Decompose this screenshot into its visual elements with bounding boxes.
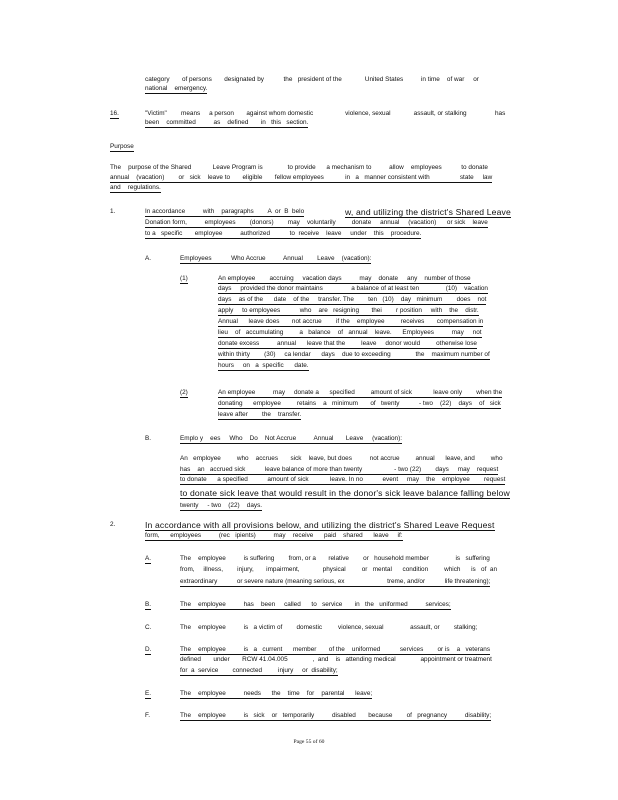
text-line: Purpose: [110, 143, 134, 150]
text-line: Annual leave does not accrue if the employee receives compensation in: [218, 318, 484, 325]
text-line: 2.: [110, 521, 116, 528]
text-line: The employee has been called to service in the uniformed services;: [180, 601, 451, 608]
text-line: The purpose of the Shared Leave Program is to provide a mechanism to allow employees to donate: [110, 164, 488, 171]
text-line: The employee is a victim of domestic violence, sexual assault, or stalking;: [180, 624, 478, 631]
text-line: to donate a specified amount of sick leave. In no event may the employee request: [180, 476, 506, 483]
emphasized-text-line: w, and utilizing the district's Shared Leave: [345, 207, 511, 217]
text-line: C.: [145, 624, 152, 631]
text-line: defined under RCW 41.04.005 , and is attending medical appointment or treatment: [180, 656, 492, 663]
item-label: B.: [145, 435, 152, 442]
text-line: leave after the transfer.: [218, 411, 302, 418]
text-line: Employees Who Accrue Annual Leave (vacation):: [180, 255, 372, 262]
text-line: 1.: [110, 208, 116, 215]
text-line: 16.: [110, 110, 119, 117]
text-line: days provided the donor maintains a balance of at least ten (10) vacation: [218, 285, 488, 292]
text-line: B.: [145, 601, 152, 608]
text-line: "Victim" means a person against whom domestic violence, sexual assault, or stalking has: [145, 110, 506, 117]
text-line: within thirty (30) ca lendar days due to exceeding the maximum number of: [218, 351, 490, 358]
text-line: from, illness, injury, impairment, physical or mental condition which is of an: [180, 566, 498, 573]
text-line: donating employee retains a minimum of twenty - two (22) days of sick: [218, 400, 501, 407]
text-line: An employee who accrues sick leave, but does not accrue annual leave, and who: [180, 455, 503, 462]
text-line: twenty - two (22) days.: [180, 502, 263, 509]
emphasized-text-line: In accordance with all provisions below, and utilizing the district's Shared Leave Request: [145, 520, 495, 530]
text-line: form, employees (rec ipients) may receive paid shared leave if:: [145, 532, 403, 539]
text-line: annual (vacation) or sick leave to eligible fellow employees in a manner consistent with state law: [110, 174, 493, 181]
text-line: donate excess annual leave that the leave donor would otherwise lose: [218, 340, 477, 347]
text-line: national emergency.: [145, 85, 208, 92]
text-line: been committed as defined in this section.: [145, 119, 309, 126]
text-line: The employee needs the time for parental leave;: [180, 690, 373, 697]
text-line: extraordinary or severe nature (meaning serious, ex treme, and/or life threatening);: [180, 578, 491, 585]
text-line: E.: [145, 690, 152, 697]
text-line: F.: [145, 712, 150, 719]
text-line: Emplo y ees Who Do Not Accrue Annual Leave (vacation):: [180, 435, 402, 442]
text-line: and regulations.: [110, 184, 161, 191]
text-line: An employee may donate a specified amount of sick leave only when the: [218, 389, 503, 396]
text-line: A.: [145, 555, 152, 562]
text-line: Donation form, employees (donors) may voluntarily donate annual (vacation) or sick leave: [145, 219, 488, 226]
text-line: category of persons designated by the president of the United States in time of war or: [145, 76, 479, 83]
text-line: hours on a specific date.: [218, 362, 309, 369]
text-line: has an accrued sick leave balance of more than twenty - two (22) days may request: [180, 466, 499, 473]
text-line: (2): [180, 389, 188, 396]
text-line: The employee is suffering from, or a relative or household member is suffering: [180, 555, 490, 562]
text-line: In accordance with paragraphs A or B belo: [145, 208, 305, 215]
item-label: A.: [145, 255, 152, 262]
text-line: D.: [145, 646, 152, 653]
text-line: The employee is a current member of the uniformed services or is a veterans: [180, 646, 491, 653]
text-line: (1): [180, 275, 188, 282]
text-line: apply to employees who are resigning thei r position with the distr.: [218, 307, 479, 314]
text-line: An employee accruing vacation days may donate any number of those: [218, 275, 471, 282]
text-line: for a service connected injury or disability;: [180, 667, 338, 674]
emphasized-text-line: to donate sick leave that would result in the donor's sick leave balance falling below: [180, 488, 510, 498]
text-line: to a specific employee authorized to receive leave under this procedure.: [145, 230, 422, 237]
text-line: lieu of accumulating a balance of annual leave. Employees may not: [218, 329, 482, 336]
page-footer: Page 55 of 60: [293, 739, 325, 745]
text-line: The employee is sick or temporarily disabled because of pregnancy disability;: [180, 712, 492, 719]
text-line: days as of the date of the transfer. The ten (10) day minimum does not: [218, 296, 487, 303]
